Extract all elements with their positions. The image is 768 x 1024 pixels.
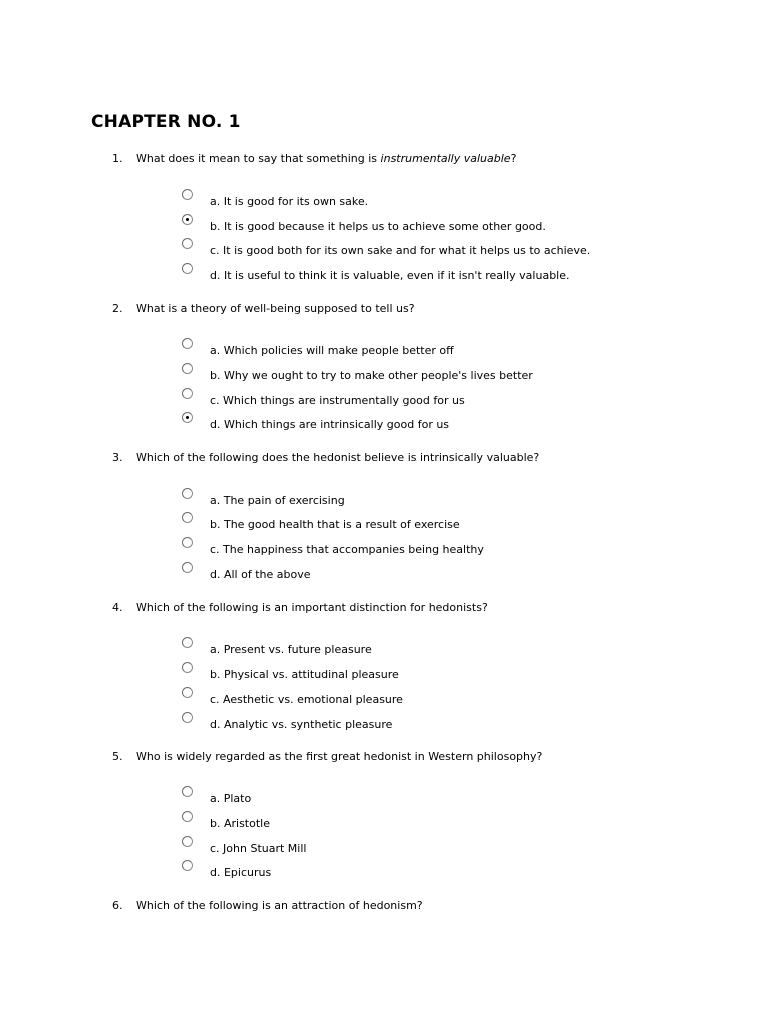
option-label: a. The pain of exercising [210, 494, 345, 507]
question-number: 4. [112, 601, 123, 614]
radio-button[interactable] [182, 712, 193, 723]
option-1a[interactable] [182, 189, 702, 209]
question-number: 3. [112, 451, 123, 464]
option-3d[interactable] [182, 562, 702, 582]
option-5c[interactable] [182, 836, 702, 856]
option-label: c. John Stuart Mill [210, 842, 307, 855]
question-number: 5. [112, 750, 123, 763]
question-text: Which of the following does the hedonist believe is intrinsically valuable? [136, 451, 540, 464]
radio-button[interactable] [182, 363, 193, 374]
option-4d[interactable] [182, 712, 702, 732]
radio-button-selected[interactable] [182, 412, 193, 423]
option-label: b. Why we ought to try to make other people's lives better [210, 369, 533, 382]
option-4b[interactable] [182, 662, 702, 682]
option-label: d. Analytic vs. synthetic pleasure [210, 718, 393, 731]
radio-button[interactable] [182, 238, 193, 249]
option-1d[interactable] [182, 263, 702, 283]
option-label: d. Which things are intrinsically good for us [210, 418, 450, 431]
radio-button[interactable] [182, 811, 193, 822]
option-2d[interactable] [182, 412, 702, 432]
question-text: Which of the following is an attraction of hedonism? [136, 899, 423, 912]
radio-button[interactable] [182, 786, 193, 797]
option-label: d. Epicurus [210, 866, 272, 879]
option-label: a. Plato [210, 792, 252, 805]
question-text: Which of the following is an important distinction for hedonists? [136, 601, 488, 614]
option-label: b. It is good because it helps us to achieve some other good. [210, 220, 546, 233]
radio-button[interactable] [182, 637, 193, 648]
option-label: d. It is useful to think it is valuable, even if it isn't really valuable. [210, 269, 570, 282]
option-3b[interactable] [182, 512, 702, 532]
option-5b[interactable] [182, 811, 702, 831]
option-5a[interactable] [182, 786, 702, 806]
option-label: d. All of the above [210, 568, 311, 581]
option-label: b. Physical vs. attitudinal pleasure [210, 668, 399, 681]
radio-button-selected[interactable] [182, 214, 193, 225]
option-5d[interactable] [182, 860, 702, 880]
radio-button[interactable] [182, 189, 193, 200]
radio-button[interactable] [182, 836, 193, 847]
emphasis-text: instrumentally valuable [380, 152, 511, 165]
option-label: b. Aristotle [210, 817, 270, 830]
option-label: a. It is good for its own sake. [210, 195, 369, 208]
chapter-title: CHAPTER NO. 1 [91, 112, 241, 132]
option-3c[interactable] [182, 537, 702, 557]
radio-button[interactable] [182, 687, 193, 698]
option-label: c. The happiness that accompanies being healthy [210, 543, 484, 556]
question-text: Who is widely regarded as the first great hedonist in Western philosophy? [136, 750, 543, 763]
option-label: a. Which policies will make people better off [210, 344, 454, 357]
radio-button[interactable] [182, 388, 193, 399]
option-label: c. Which things are instrumentally good for us [210, 394, 465, 407]
option-1b[interactable] [182, 214, 702, 234]
option-label: b. The good health that is a result of exercise [210, 518, 460, 531]
option-3a[interactable] [182, 488, 702, 508]
question-text: What does it mean to say that something is instrumentally valuable? [136, 152, 517, 165]
option-label: c. It is good both for its own sake and for what it helps us to achieve. [210, 244, 591, 257]
radio-button[interactable] [182, 512, 193, 523]
question-number: 6. [112, 899, 123, 912]
question-number: 2. [112, 302, 123, 315]
radio-button[interactable] [182, 562, 193, 573]
question-text: What is a theory of well-being supposed to tell us? [136, 302, 415, 315]
option-label: a. Present vs. future pleasure [210, 643, 372, 656]
radio-button[interactable] [182, 338, 193, 349]
radio-button[interactable] [182, 537, 193, 548]
option-4a[interactable] [182, 637, 702, 657]
radio-button[interactable] [182, 860, 193, 871]
question-number: 1. [112, 152, 123, 165]
option-2a[interactable] [182, 338, 702, 358]
option-label: c. Aesthetic vs. emotional pleasure [210, 693, 403, 706]
radio-button[interactable] [182, 488, 193, 499]
radio-button[interactable] [182, 263, 193, 274]
radio-button[interactable] [182, 662, 193, 673]
option-4c[interactable] [182, 687, 702, 707]
option-2c[interactable] [182, 388, 702, 408]
option-1c[interactable] [182, 238, 702, 258]
option-2b[interactable] [182, 363, 702, 383]
